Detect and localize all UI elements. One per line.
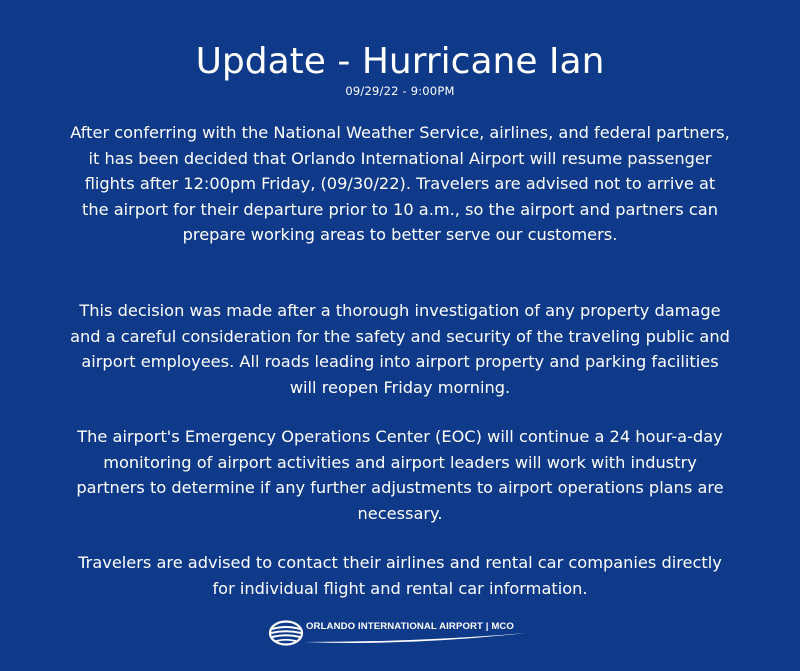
announcement-datetime: 09/29/22 - 9:00PM — [345, 84, 455, 98]
page-title: Update - Hurricane Ian — [195, 41, 605, 82]
announcement-paragraph-1: After conferring with the National Weather Service, airlines, and federal partners, it has been decided that Orlando International Airport will resume passenger flights after 12:00pm Friday, (09/30/22). Travelers are advised not to arrive at the airport for their departure prior to 10 a.m., so the airport and partners can prepare working areas to better serve our customers. — [70, 123, 730, 245]
airport-logo-text: ORLANDO INTERNATIONAL AIRPORT | MCO — [306, 621, 514, 632]
announcement-paragraph-4: Travelers are advised to contact their airlines and rental car companies directly for individual flight and rental car information. — [78, 553, 722, 598]
announcement-paragraph-3: The airport's Emergency Operations Center (EOC) will continue a 24 hour-a-day monitoring of airport activities and airport leaders will work with industry partners to determine if any further adjustments to airport operations plans are necessary. — [76, 427, 724, 523]
swoosh-underline — [298, 630, 530, 646]
airport-logo — [268, 616, 530, 650]
announcement-paragraph-2: This decision was made after a thorough investigation of any property damage and a careful consideration for the safety and security of the traveling public and airport employees. All roads leading into airport property and parking facilities will reopen Friday morning. — [70, 301, 730, 397]
